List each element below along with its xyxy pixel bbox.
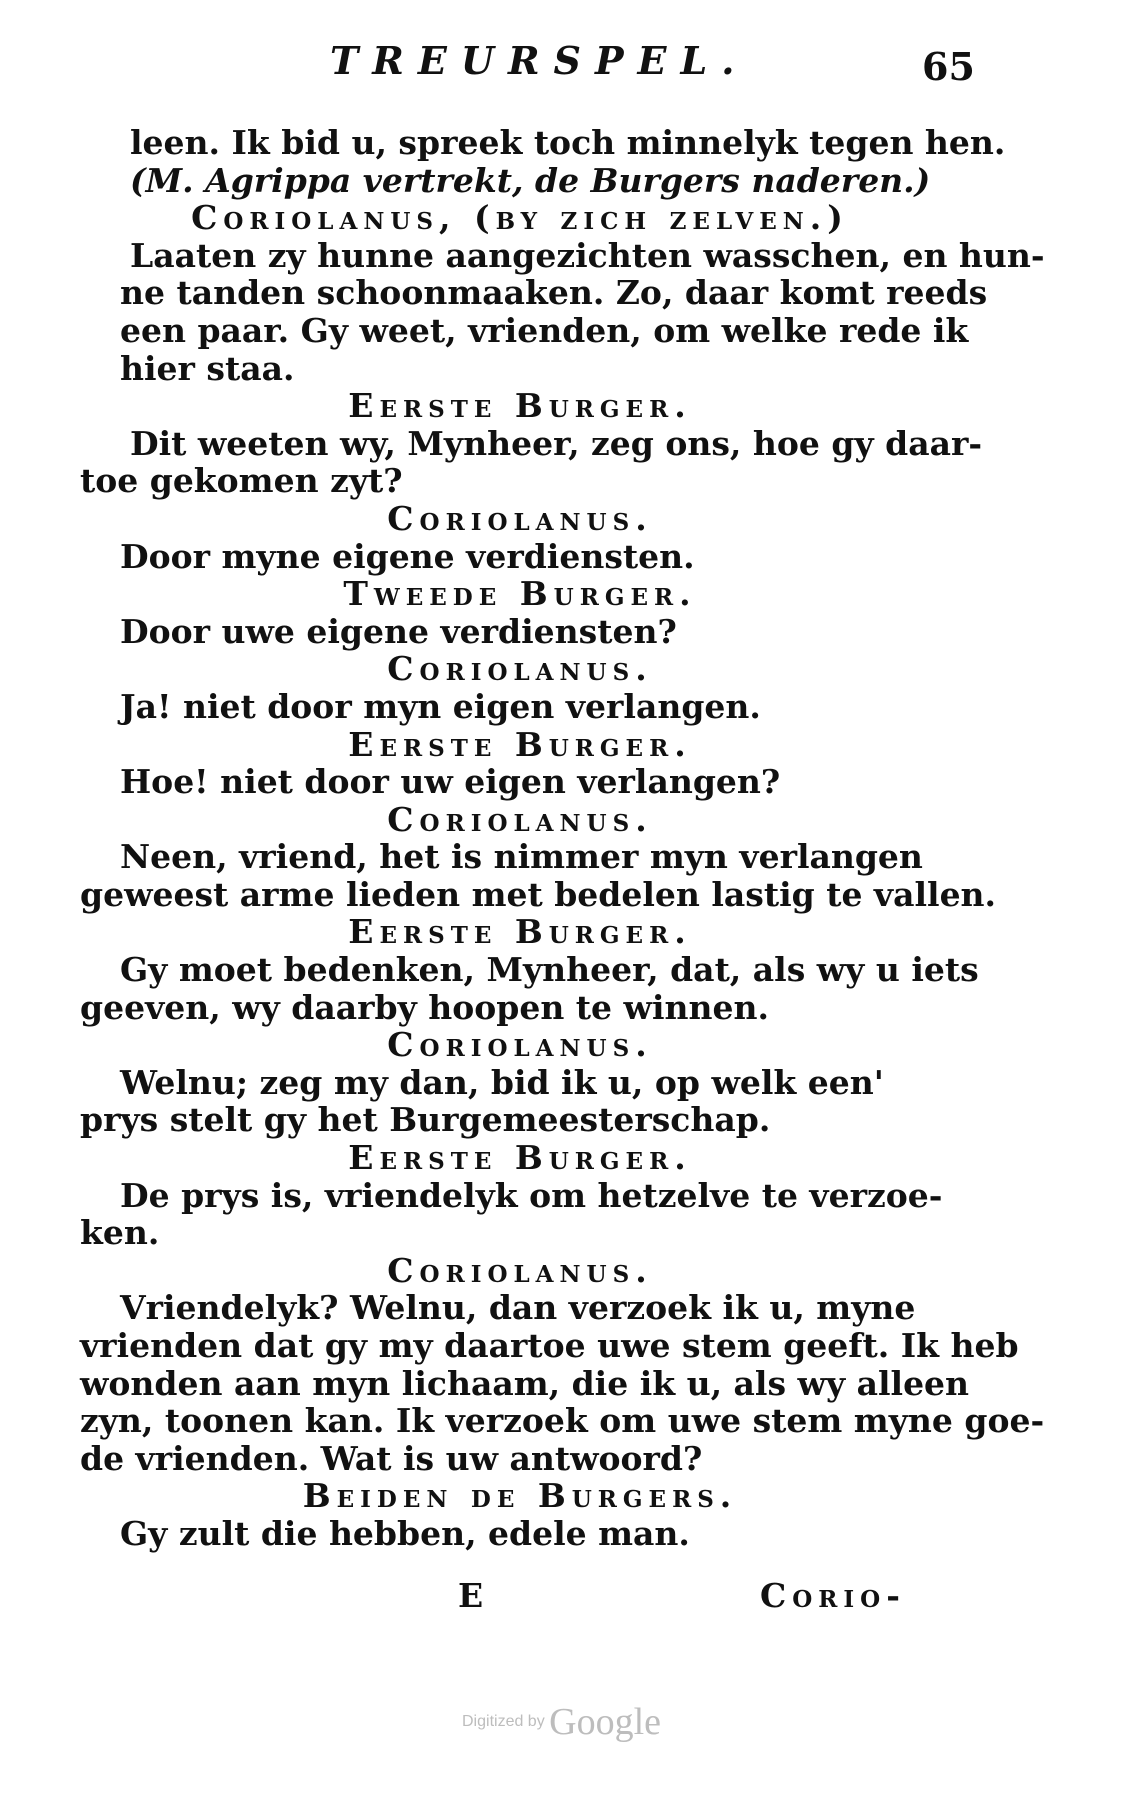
text-line: Door myne eigene verdiensten.	[120, 536, 695, 576]
text-line: Door uwe eigene verdiensten?	[120, 611, 677, 651]
speaker-name: Eerste Burger.	[348, 386, 692, 426]
text-line: wonden aan myn lichaam, die ik u, als wy alleen	[80, 1363, 970, 1403]
text-line: Ja! niet door myn eigen verlangen.	[120, 686, 761, 726]
text-line: zyn, toonen kan. Ik verzoek om uwe stem myne goe-	[80, 1401, 1045, 1441]
text-line: vrienden dat gy my daartoe uwe stem geeft. Ik heb	[80, 1326, 1019, 1365]
text-line: leen. Ik bid u, spreek toch minnelyk tegen hen.	[130, 123, 1006, 162]
speaker-name: Coriolanus.	[387, 799, 653, 839]
text-line: ken.	[80, 1213, 160, 1253]
play-text	[80, 123, 1045, 1553]
text-line: geweest arme lieden met bedelen lastig te vallen.	[80, 874, 997, 914]
text-line: Dit weeten wy, Mynheer, zeg ons, hoe gy daar-	[130, 423, 983, 463]
speaker-name: Eerste Burger.	[348, 1138, 692, 1178]
speaker-name: Eerste Burger.	[348, 912, 692, 952]
page-number: 65	[922, 44, 975, 89]
text-line: Neen, vriend, het is nimmer myn verlangen	[120, 837, 923, 877]
catchword: Corio-	[760, 1576, 906, 1615]
speaker-name: Coriolanus.	[387, 498, 653, 538]
text-line: Vriendelyk? Welnu, dan verzoek ik u, myne	[120, 1288, 916, 1328]
speaker-name: Coriolanus.	[387, 1250, 653, 1290]
text-line: prys stelt gy het Burgemeesterschap.	[80, 1100, 771, 1140]
text-line: toe gekomen zyt?	[80, 461, 403, 501]
text-line: een paar. Gy weet, vrienden, om welke rede ik	[120, 310, 969, 350]
speaker-name: Coriolanus.	[387, 649, 653, 689]
speaker-name: Beiden de Burgers.	[302, 1476, 738, 1516]
signature-mark: E	[458, 1576, 484, 1615]
speaker-name: Coriolanus.	[387, 1025, 653, 1065]
speaker-name: Tweede Burger.	[343, 574, 697, 614]
digitized-watermark	[462, 1700, 661, 1744]
text-line: hier staa.	[120, 348, 295, 388]
text-line: Laaten zy hunne aangezichten wasschen, en hun-	[130, 235, 1045, 275]
speaker-name: Coriolanus, (by zich zelven.)	[191, 198, 849, 238]
speaker-name: Eerste Burger.	[348, 724, 692, 764]
stage-direction: (M. Agrippa vertrekt, de Burgers naderen.)	[130, 160, 931, 200]
text-line: Gy moet bedenken, Mynheer, dat, als wy u iets	[120, 950, 979, 990]
text-line: Gy zult die hebben, edele man.	[120, 1513, 690, 1553]
text-line: ne tanden schoonmaaken. Zo, daar komt reeds	[120, 273, 988, 313]
text-line: De prys is, vriendelyk om hetzelve te verzoe-	[120, 1175, 943, 1215]
text-line: Hoe! niet door uw eigen verlangen?	[120, 762, 781, 802]
text-line: de vrienden. Wat is uw antwoord?	[80, 1438, 703, 1478]
running-head: TREURSPEL.	[330, 38, 749, 83]
text-line: Welnu; zeg my dan, bid ik u, op welk een'	[120, 1062, 884, 1102]
watermark-prefix: Digitized by	[462, 1713, 545, 1730]
google-logo: Google	[549, 1701, 662, 1743]
text-line: geeven, wy daarby hoopen te winnen.	[80, 987, 769, 1027]
